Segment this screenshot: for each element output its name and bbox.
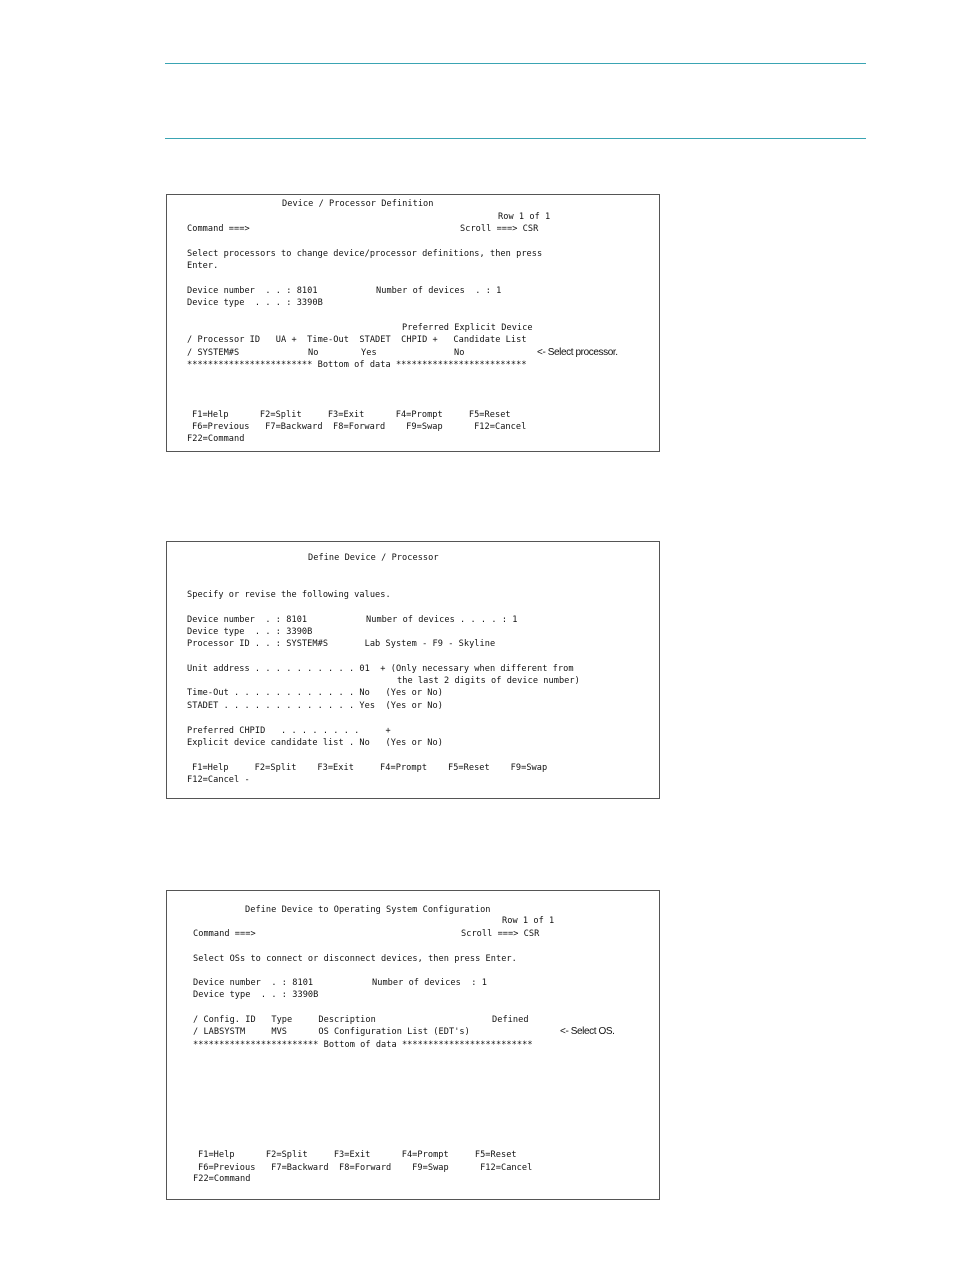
- screen-text-line: Device type . . : 3390B: [187, 627, 313, 637]
- screen-text-line: F1=Help F2=Split F3=Exit F4=Prompt F5=Reset: [192, 410, 511, 420]
- screen-text-line: No: [454, 348, 465, 358]
- screen-text-line: Device number . . : 8101: [187, 286, 318, 296]
- screen-text-line: Unit address . . . . . . . . . . 01 + (Only necessary when different from: [187, 664, 574, 674]
- screen-text-line: / Processor ID UA + Time-Out STADET CHPID + Candidate List: [187, 335, 527, 345]
- screen-text-line: F6=Previous F7=Backward F8=Forward F9=Swap F12=Cancel: [192, 422, 527, 432]
- screen-text-line: Device type . . . : 3390B: [187, 298, 323, 308]
- screen-text-line: ************************ Bottom of data *************************: [187, 360, 527, 370]
- screen-text-line: Device number . : 8101: [187, 615, 308, 625]
- screen-text-line: Yes: [361, 348, 377, 358]
- screen-text-line: F1=Help F2=Split F3=Exit F4=Prompt F5=Reset F9=Swap: [192, 763, 548, 773]
- screen-text-line: Row 1 of 1: [502, 916, 555, 926]
- screen-text-line: Preferred Explicit Device: [402, 323, 533, 333]
- screen-text-line: Define Device / Processor: [308, 553, 439, 563]
- screen-text-line: Processor ID . . : SYSTEM#S Lab System - F9 - Skyline: [187, 639, 496, 649]
- screen-text-line: Specify or revise the following values.: [187, 590, 391, 600]
- header-rule-bottom: [165, 138, 866, 139]
- device-processor-definition-screen: [166, 194, 660, 452]
- screen-text-line: Device number . : 8101: [193, 978, 314, 988]
- screen-text-line: Scroll ===> CSR: [460, 224, 539, 234]
- define-device-os-configuration-screen: [166, 890, 660, 1200]
- screen-text-line: Defined: [492, 1015, 529, 1025]
- define-device-processor-screen: [166, 541, 660, 799]
- screen-text-line: Device type . . : 3390B: [193, 990, 319, 1000]
- screen-text-line: F22=Command: [193, 1174, 251, 1184]
- screen-text-line: the last 2 digits of device number): [397, 676, 580, 686]
- screen-text-line: ************************ Bottom of data *************************: [193, 1040, 533, 1050]
- screen-text-line: Explicit device candidate list . No (Yes or No): [187, 738, 443, 748]
- callout-note: <- Select processor.: [537, 347, 618, 358]
- screen-text-line: Select processors to change device/processor definitions, then press: [187, 249, 543, 259]
- screen-text-line: Time-Out . . . . . . . . . . . . No (Yes or No): [187, 688, 443, 698]
- screen-text-line: Command ===>: [193, 929, 256, 939]
- screen-text-line: Preferred CHPID . . . . . . . . +: [187, 726, 391, 736]
- screen-text-line: / LABSYSTM MVS OS Configuration List (EDT's): [193, 1027, 470, 1037]
- screen-text-line: Number of devices . . . . : 1: [366, 615, 518, 625]
- screen-text-line: Device / Processor Definition: [282, 199, 434, 209]
- header-rule-top: [165, 63, 866, 64]
- screen-text-line: Scroll ===> CSR: [461, 929, 540, 939]
- screen-text-line: F6=Previous F7=Backward F8=Forward F9=Swap F12=Cancel: [198, 1163, 533, 1173]
- screen-text-line: Select OSs to connect or disconnect devices, then press Enter.: [193, 954, 517, 964]
- callout-note: <- Select OS.: [560, 1026, 615, 1037]
- screen-text-line: No: [308, 348, 319, 358]
- screen-text-line: F1=Help F2=Split F3=Exit F4=Prompt F5=Reset: [198, 1150, 517, 1160]
- screen-text-line: Row 1 of 1: [498, 212, 551, 222]
- screen-text-line: F22=Command: [187, 434, 245, 444]
- screen-text-line: / Config. ID Type Description: [193, 1015, 376, 1025]
- screen-text-line: / SYSTEM#S: [187, 348, 240, 358]
- screen-text-line: Number of devices . : 1: [376, 286, 502, 296]
- screen-text-line: Enter.: [187, 261, 219, 271]
- screen-text-line: Number of devices : 1: [372, 978, 487, 988]
- screen-text-line: Command ===>: [187, 224, 250, 234]
- screen-text-line: F12=Cancel -: [187, 775, 250, 785]
- screen-text-line: STADET . . . . . . . . . . . . . Yes (Yes or No): [187, 701, 443, 711]
- screen-text-line: Define Device to Operating System Configuration: [245, 905, 491, 915]
